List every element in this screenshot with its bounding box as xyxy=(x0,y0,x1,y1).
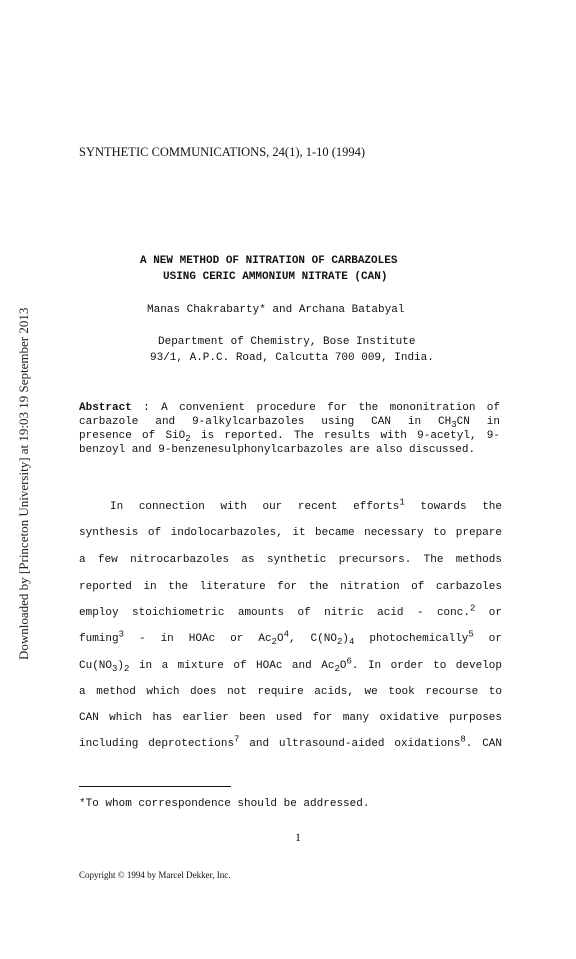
body-line: including deprotections$^7$ and ultrasound-aided oxidations$^8$. CAN xyxy=(79,734,502,750)
journal-header: SYNTHETIC COMMUNICATIONS, 24(1), 1-10 (1994) xyxy=(79,145,366,159)
footnote-rule xyxy=(79,786,231,787)
footnote: *To whom correspondence should be addressed. xyxy=(79,798,370,810)
abstract-line: carbazole and 9-alkylcarbazoles using CAN in $CH_3CN$ in xyxy=(79,416,500,431)
article-title-line1: A NEW METHOD OF NITRATION OF CARBAZOLES xyxy=(140,255,398,267)
abstract-line: presence of SiO$_2$ is reported. The results with 9-acetyl, 9- xyxy=(79,430,500,445)
body-line: CAN which has earlier been used for many oxidative purposes xyxy=(79,712,502,724)
download-watermark: Downloaded by [Princeton University] at 19:03 19 September 2013 xyxy=(16,307,31,660)
body-line: reported in the literature for the nitration of carbazoles xyxy=(79,581,502,593)
article-title-line2: USING CERIC AMMONIUM NITRATE (CAN) xyxy=(163,271,388,283)
body-line: In connection with our recent efforts$^1$ towards the xyxy=(110,497,502,513)
page-number: 1 xyxy=(295,830,301,844)
body-line: $Cu(NO_3)_2$ in a mixture of HOAc and $Ac_2O^6$. In order to develop xyxy=(79,656,502,675)
author-line: Manas Chakrabarty* and Archana Batabyal xyxy=(147,304,405,316)
body-line: synthesis of indolocarbazoles, it became necessary to prepare xyxy=(79,527,502,539)
body-line: a method which does not require acids, we took recourse to xyxy=(79,686,502,698)
affiliation-line1: Department of Chemistry, Bose Institute xyxy=(158,336,416,348)
affiliation-line2: 93/1, A.P.C. Road, Calcutta 700 009, India. xyxy=(150,352,434,364)
body-line: employ stoichiometric amounts of nitric acid - conc.$^2$ or xyxy=(79,603,502,619)
copyright-notice: Copyright © 1994 by Marcel Dekker, Inc. xyxy=(79,870,231,880)
abstract-label: Abstract xyxy=(79,402,132,414)
abstract-line: benzoyl and 9-benzenesulphonylcarbazoles are also discussed. xyxy=(79,444,476,456)
abstract-line: Abstract : A convenient procedure for the mononitration of xyxy=(79,402,500,414)
body-line: a few nitrocarbazoles as synthetic precursors. The methods xyxy=(79,554,502,566)
body-line: fuming$^3$ - in HOAc or $Ac_2O^4$, $C(NO_2)_4$ photochemically$^5$ or xyxy=(79,629,502,648)
